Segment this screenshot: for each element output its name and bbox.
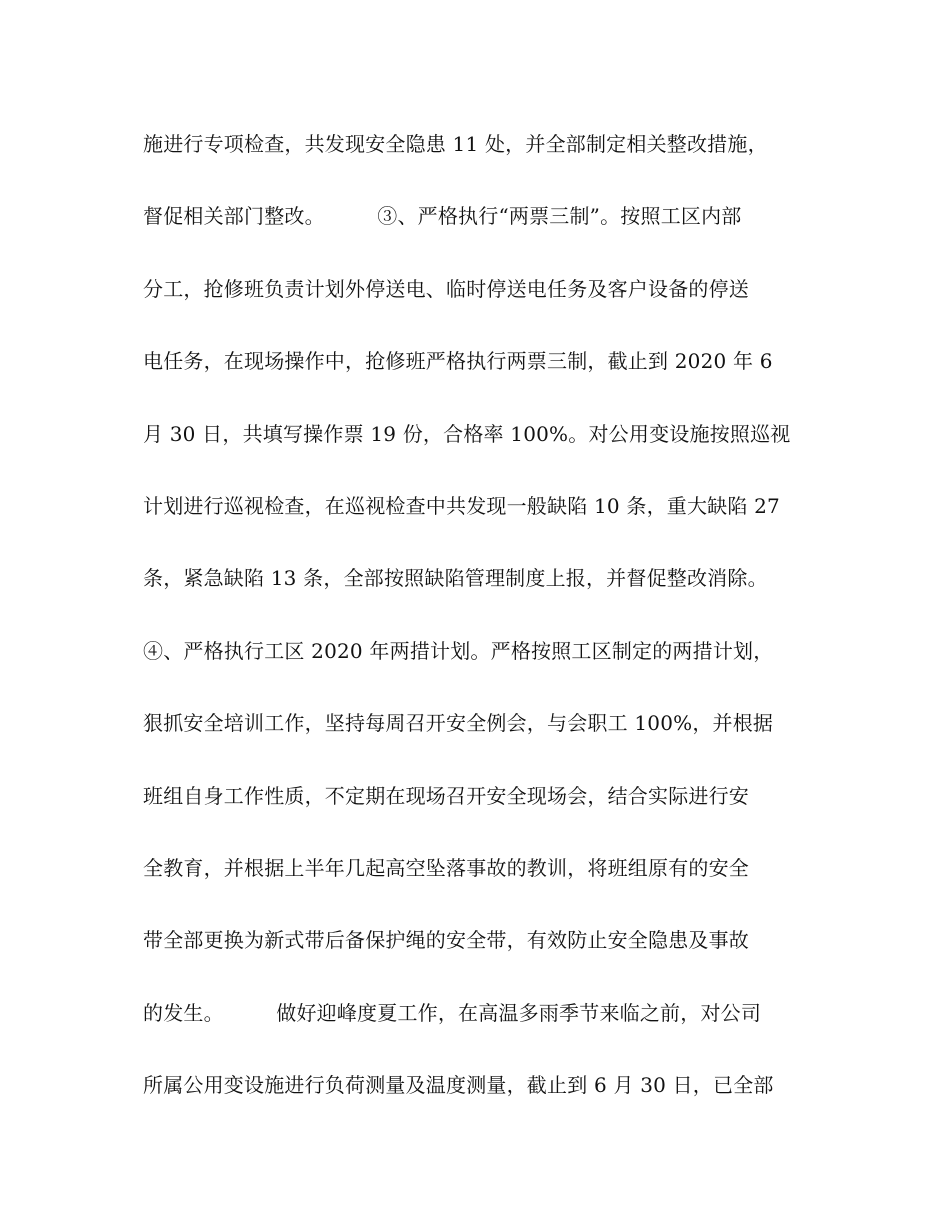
text-line: 狠抓安全培训工作，坚持每周召开安全例会，与会职工 100%，并根据 [143, 711, 774, 736]
text-line: 电任务，在现场操作中，抢修班严格执行两票三制，截止到 2020 年 6 [143, 349, 773, 374]
text-line: 全教育，并根据上半年几起高空坠落事故的教训，将班组原有的安全 [143, 855, 749, 880]
text-line: 的发生。 做好迎峰度夏工作，在高温多雨季节来临之前，对公司 [143, 1000, 762, 1025]
text-line: 督促相关部门整改。 ③、严格执行“两票三制”。按照工区内部 [143, 204, 742, 229]
text-line: 班组自身工作性质，不定期在现场召开安全现场会，结合实际进行安 [143, 783, 749, 808]
text-line: ④、严格执行工区 2020 年两措计划。严格按照工区制定的两措计划， [143, 638, 774, 663]
text-line: 分工，抢修班负责计划外停送电、临时停送电任务及客户设备的停送 [143, 276, 749, 301]
text-line: 施进行专项检查，共发现安全隐患 11 处，并全部制定相关整改措施， [143, 132, 768, 156]
text-line: 带全部更换为新式带后备保护绳的安全带，有效防止安全隐患及事故 [143, 928, 749, 953]
text-line: 计划进行巡视检查，在巡视检查中共发现一般缺陷 10 条，重大缺陷 27 [143, 493, 780, 518]
body-text [143, 124, 823, 1137]
text-line: 月 30 日，共填写操作票 19 份，合格率 100%。对公用变设施按照巡视 [143, 421, 791, 446]
text-line: 条，紧急缺陷 13 条，全部按照缺陷管理制度上报，并督促整改消除。 [143, 566, 768, 591]
text-line: 所属公用变设施进行负荷测量及温度测量，截止到 6 月 30 日，已全部 [143, 1073, 774, 1098]
